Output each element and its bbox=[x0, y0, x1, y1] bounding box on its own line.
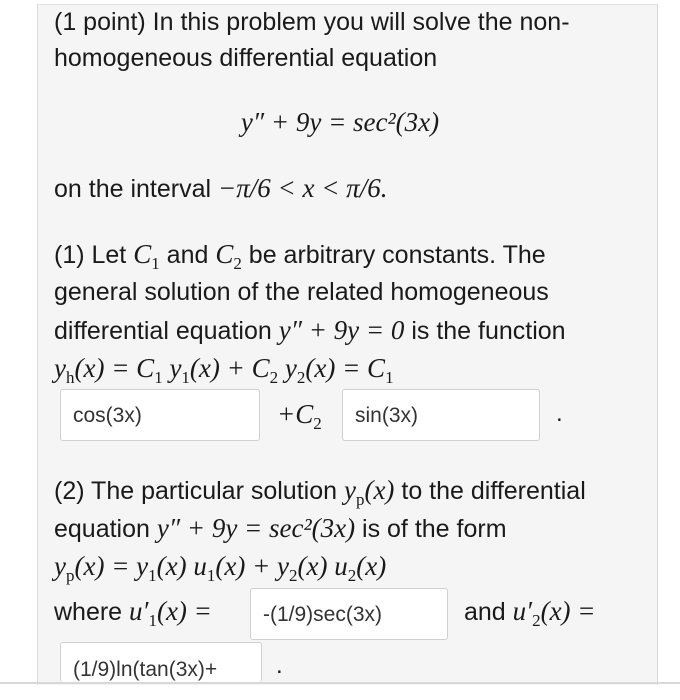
part2-line-1 bbox=[54, 472, 586, 512]
where-text: where bbox=[54, 598, 130, 626]
part1-text-e: is the function bbox=[404, 317, 566, 345]
y2-answer-input[interactable]: sin(3x) bbox=[342, 389, 540, 441]
part2-text-d: is of the form bbox=[355, 515, 507, 543]
general-solution-formula: $y_h(x) = C_1$ $y_1(x) + C_2$ $y_2(x) = C_1$ bbox=[54, 353, 394, 387]
part1-line-1 bbox=[54, 236, 546, 276]
part1-line-2: general solution of the related homogeneous bbox=[54, 278, 549, 306]
y1-answer-input[interactable]: cos(3x) bbox=[60, 389, 260, 441]
particular-solution-formula: $y_p(x) = y_1(x) u_1(x) + y_2(x)$ $u_2(x)$ bbox=[54, 551, 387, 585]
part1-text-d: differential equation bbox=[54, 317, 279, 345]
u2-answer-input[interactable]: (1/9)ln(tan(3x)+ bbox=[60, 642, 262, 682]
u1-label bbox=[54, 593, 212, 633]
u1-prime-symbol: $u'_1$ bbox=[129, 596, 157, 630]
u2-prime-symbol: $u'_2$ bbox=[512, 596, 541, 630]
period-1: . bbox=[556, 400, 563, 427]
main-equation: y″ + 9y = sec²(3x) bbox=[240, 107, 440, 137]
intro-line-1: (1 point) In this problem you will solve the non- bbox=[54, 8, 570, 36]
u1-answer-input[interactable]: -(1/9)sec(3x) bbox=[250, 588, 448, 640]
nonhomogeneous-equation: y″ + 9y = sec²(3x) bbox=[156, 513, 356, 543]
and-text: and bbox=[464, 598, 513, 626]
divider bbox=[0, 682, 680, 684]
part2-text-c: equation bbox=[54, 515, 157, 543]
part2-text-b: to the differential bbox=[394, 477, 586, 505]
interval-line bbox=[54, 170, 387, 207]
homogeneous-equation: y″ + 9y = 0 bbox=[278, 315, 405, 345]
part1-line-3 bbox=[54, 312, 566, 349]
plus-c2-symbol: $+C_2$ bbox=[277, 399, 322, 433]
period-2: . bbox=[276, 652, 283, 679]
part1-text-c: be arbitrary constants. The bbox=[241, 241, 546, 269]
interval-math: −π/6 < x < π/6. bbox=[218, 173, 388, 203]
intro-line-2: homogeneous differential equation bbox=[54, 44, 438, 72]
c1-symbol: $C_1$ bbox=[133, 239, 160, 273]
part2-text-a: (2) The particular solution bbox=[54, 477, 344, 505]
c2-symbol: $C_2$ bbox=[215, 239, 242, 273]
u2-eq-text: (x) = bbox=[540, 596, 596, 626]
part1-text-a: (1) Let bbox=[54, 241, 134, 269]
part2-line-2 bbox=[54, 510, 507, 547]
u1-eq-text: (x) = bbox=[156, 596, 212, 626]
u2-label bbox=[464, 593, 596, 633]
part1-text-b: and bbox=[159, 241, 216, 269]
interval-prefix: on the interval bbox=[54, 175, 218, 203]
yp-symbol: $y_p(x)$ bbox=[343, 475, 395, 509]
